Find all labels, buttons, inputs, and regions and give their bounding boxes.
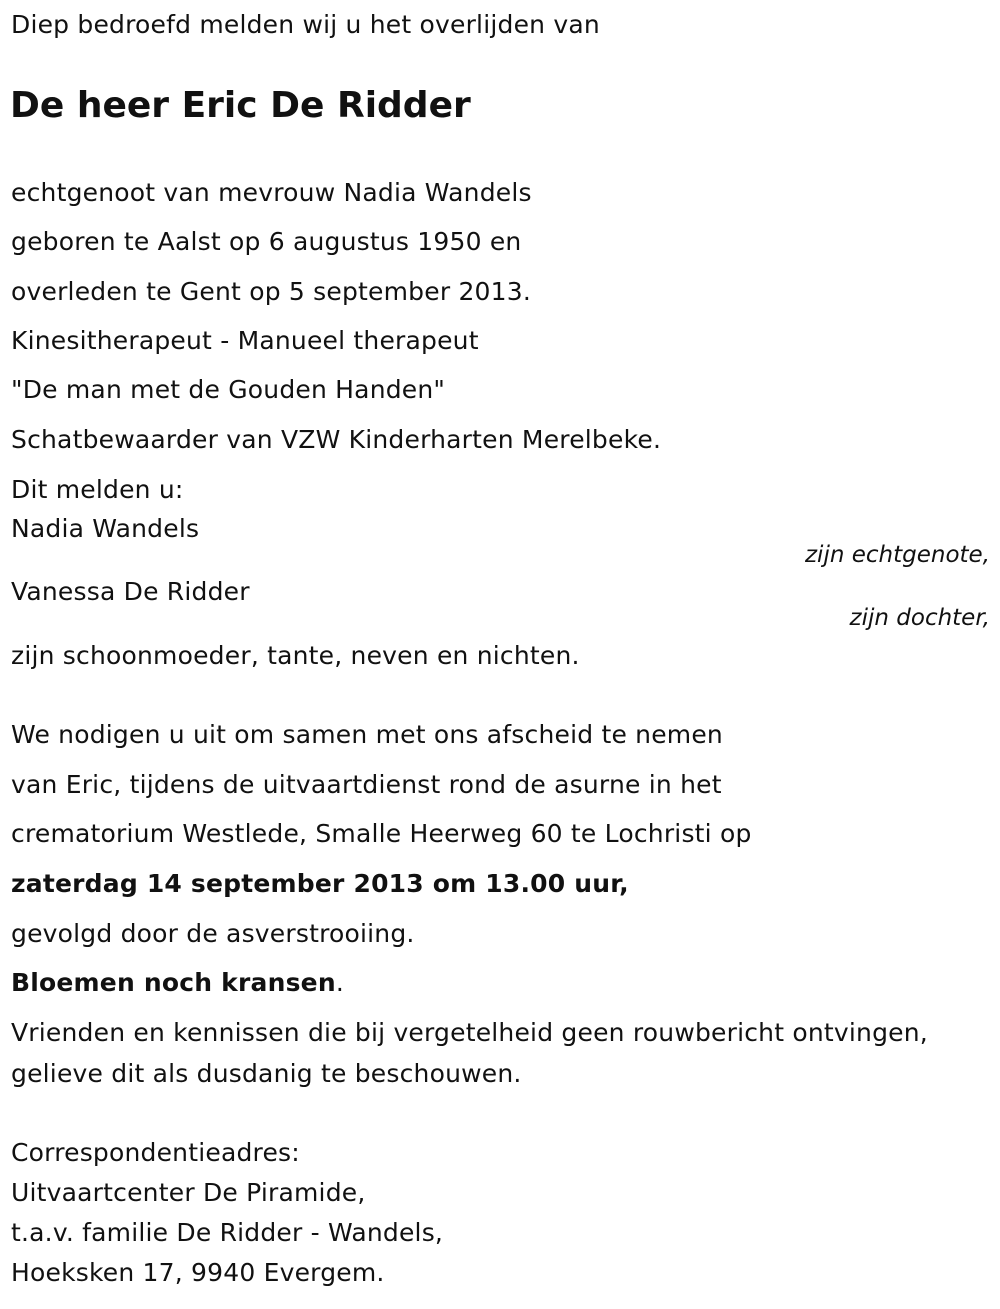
announcer-relation: zijn dochter, (849, 605, 990, 631)
nickname-line: "De man met de Gouden Handen" (11, 375, 446, 404)
correspondence-heading: Correspondentieadres: (11, 1138, 300, 1167)
flowers-bold: Bloemen noch kransen (11, 968, 336, 997)
flowers-suffix: . (335, 968, 344, 997)
correspondence-address: Hoeksken 17, 9940 Evergem. (11, 1258, 385, 1287)
birth-line: geboren te Aalst op 6 augustus 1950 en (11, 227, 522, 256)
ceremony-line-2: van Eric, tijdens de uitvaartdienst rond de asurne in het (11, 770, 722, 799)
death-line: overleden te Gent op 5 september 2013. (11, 277, 532, 306)
ceremony-line-1: We nodigen u uit om samen met ons afscheid te nemen (11, 720, 723, 749)
ceremony-line-3: crematorium Westlede, Smalle Heerweg 60 te Lochristi op (11, 819, 752, 848)
deceased-name: De heer Eric De Ridder (10, 85, 471, 126)
profession-line: Kinesitherapeut - Manueel therapeut (11, 326, 479, 355)
announcers-heading: Dit melden u: (11, 475, 184, 504)
announcers-others: zijn schoonmoeder, tante, neven en nichten. (11, 641, 580, 670)
ceremony-datetime: zaterdag 14 september 2013 om 13.00 uur, (11, 869, 629, 898)
announcer-relation: zijn echtgenote, (804, 542, 990, 568)
announcer-name: Nadia Wandels (11, 514, 200, 543)
correspondence-org: Uitvaartcenter De Piramide, (11, 1178, 366, 1207)
spouse-line: echtgenoot van mevrouw Nadia Wandels (11, 178, 532, 207)
intro-text: Diep bedroefd melden wij u het overlijden van (11, 10, 600, 39)
role-line: Schatbewaarder van VZW Kinderharten Merelbeke. (11, 425, 662, 454)
notice-line-2: gelieve dit als dusdanig te beschouwen. (11, 1059, 522, 1088)
announcer-name: Vanessa De Ridder (11, 577, 250, 606)
notice-line-1: Vrienden en kennissen die bij vergetelheid geen rouwbericht ontvingen, (11, 1018, 928, 1047)
correspondence-attn: t.a.v. familie De Ridder - Wandels, (11, 1218, 444, 1247)
ceremony-line-5: gevolgd door de asverstrooiing. (11, 919, 415, 948)
flowers-line (11, 968, 344, 998)
